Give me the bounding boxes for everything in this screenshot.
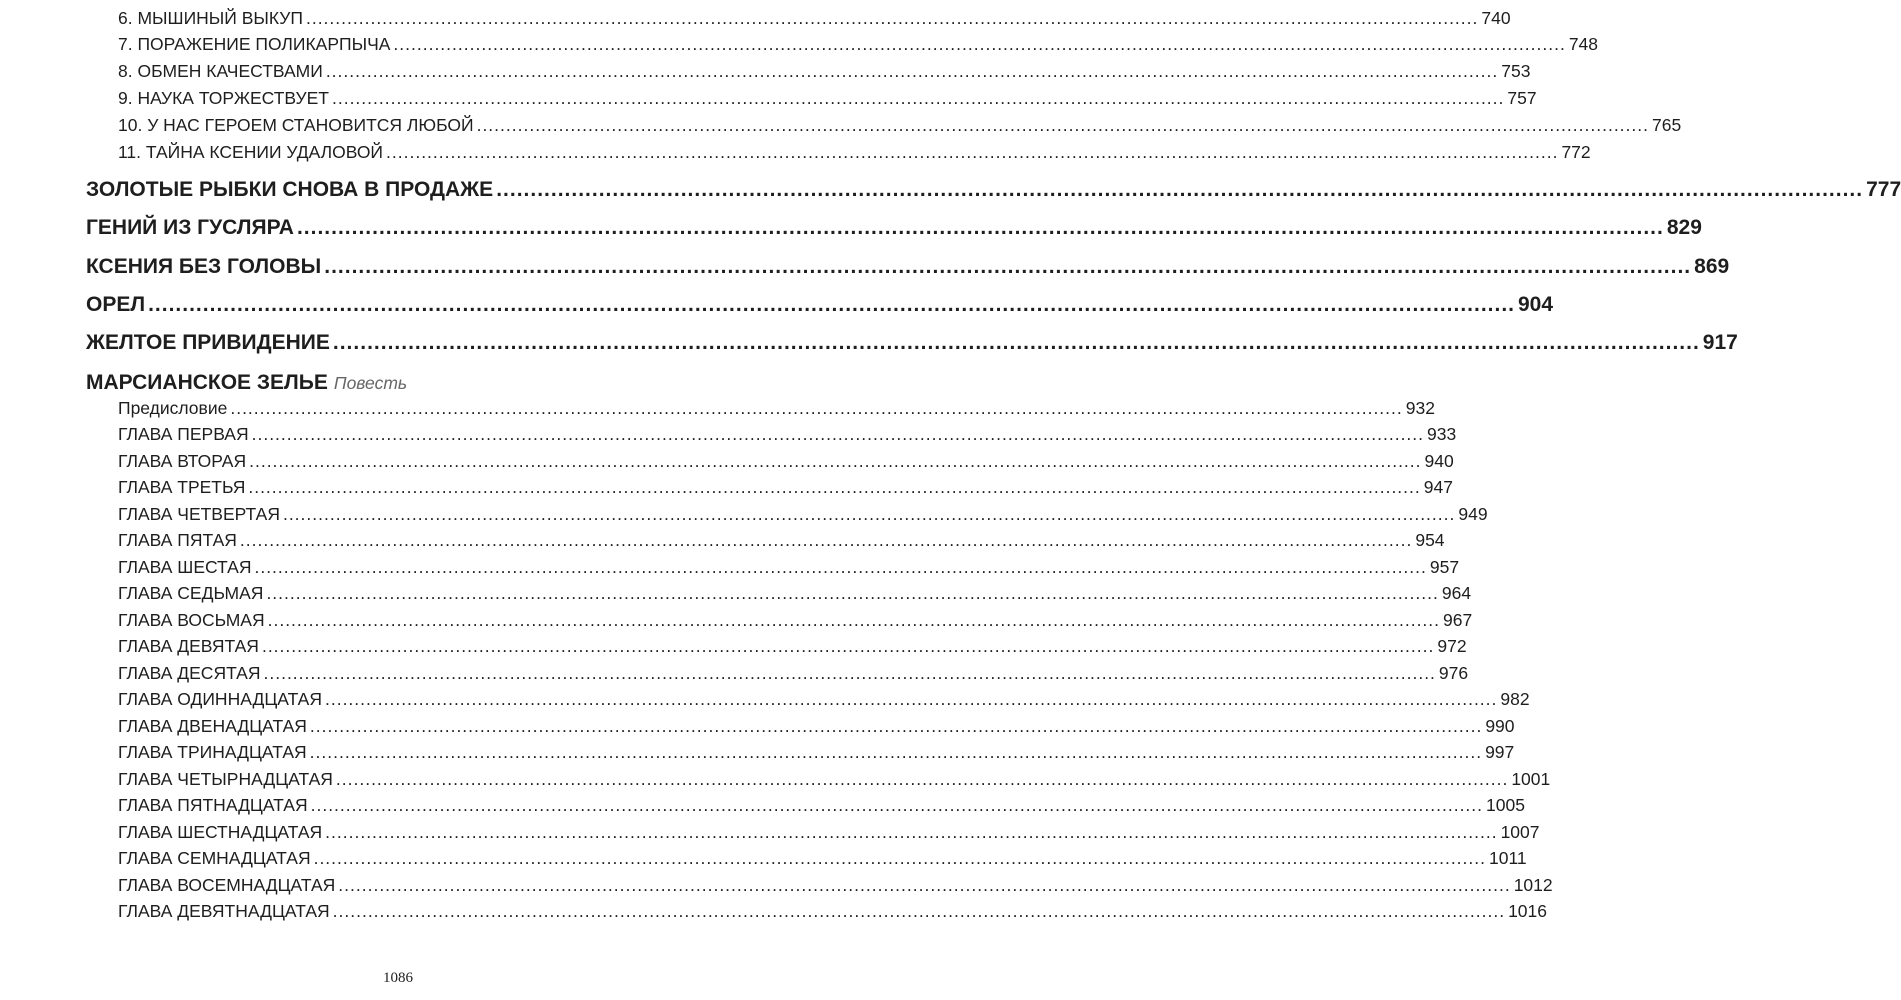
- toc-major-entry[interactable]: [86, 290, 1554, 320]
- chapter-page: 949: [1458, 504, 1488, 524]
- section-title: МАРСИАНСКОЕ ЗЕЛЬЕ: [86, 371, 328, 394]
- chapter-title: ГЛАВА ШЕСТАЯ: [118, 557, 252, 577]
- dot-leader: ........................................................................................................................................................................................................: [324, 255, 1692, 278]
- chapter-page: 1012: [1513, 875, 1553, 895]
- chapter-page: 1016: [1508, 901, 1547, 921]
- chapter-title: ГЛАВА ВТОРАЯ: [118, 451, 247, 471]
- chapter-title: ГЛАВА ОДИННАДЦАТАЯ: [118, 689, 322, 709]
- chapter-title: ГЛАВА ПЯТАЯ: [118, 530, 237, 550]
- dot-leader: ........................................................................................................................................................................................................: [325, 61, 1499, 81]
- chapter-entry[interactable]: [118, 634, 1467, 658]
- toc-entry[interactable]: [118, 113, 1682, 137]
- chapter-title: ГЛАВА СЕМНАДЦАТАЯ: [118, 848, 311, 868]
- dot-leader: ........................................................................................................................................................................................................: [325, 822, 1498, 842]
- chapter-entry[interactable]: [118, 661, 1469, 685]
- chapter-title: ГЛАВА ПЕРВАЯ: [118, 424, 249, 444]
- chapter-title: ГЛАВА ЧЕТЫРНАДЦАТАЯ: [118, 769, 333, 789]
- toc-entry-page: 740: [1481, 8, 1511, 28]
- chapter-page: 982: [1500, 689, 1530, 709]
- toc-entry-page: 904: [1518, 293, 1554, 316]
- page-number: 1086: [383, 970, 413, 986]
- chapter-page: 990: [1485, 716, 1515, 736]
- chapter-title: ГЛАВА ВОСЬМАЯ: [118, 610, 265, 630]
- dot-leader: ........................................................................................................................................................................................................: [239, 530, 1413, 550]
- chapter-page: 947: [1423, 477, 1453, 497]
- dot-leader: ........................................................................................................................................................................................................: [476, 115, 1649, 135]
- dot-leader: ........................................................................................................................................................................................................: [332, 901, 1506, 921]
- toc-entry-title: ОРЕЛ: [86, 293, 146, 316]
- chapter-entry[interactable]: [118, 396, 1435, 420]
- section-heading[interactable]: [86, 368, 407, 398]
- dot-leader: ........................................................................................................................................................................................................: [338, 875, 1511, 895]
- chapter-title: ГЛАВА ТРЕТЬЯ: [118, 477, 246, 497]
- toc-entry-title: ЖЕЛТОЕ ПРИВИДЕНИЕ: [86, 331, 330, 354]
- dot-leader: ........................................................................................................................................................................................................: [310, 795, 1484, 815]
- dot-leader: ........................................................................................................................................................................................................: [386, 142, 1559, 162]
- chapter-entry[interactable]: [118, 687, 1530, 711]
- chapter-page: 997: [1485, 742, 1515, 762]
- toc-entry-page: 753: [1501, 61, 1531, 81]
- chapter-entry[interactable]: [118, 820, 1540, 844]
- chapter-page: 933: [1427, 424, 1457, 444]
- chapter-entry[interactable]: [118, 740, 1515, 764]
- toc-entry-title: ГЕНИЙ ИЗ ГУСЛЯРА: [86, 216, 294, 239]
- chapter-page: 1001: [1511, 769, 1551, 789]
- dot-leader: ........................................................................................................................................................................................................: [248, 477, 1421, 497]
- toc-entry-page: 917: [1702, 331, 1738, 354]
- dot-leader: ........................................................................................................................................................................................................: [496, 178, 1864, 201]
- toc-entry-title: 10. У НАС ГЕРОЕМ СТАНОВИТСЯ ЛЮБОЙ: [118, 115, 474, 135]
- chapter-entry[interactable]: [118, 502, 1488, 526]
- chapter-title: ГЛАВА ШЕСТНАДЦАТАЯ: [118, 822, 323, 842]
- chapter-entry[interactable]: [118, 846, 1527, 870]
- dot-leader: ........................................................................................................................................................................................................: [251, 424, 1425, 444]
- chapter-title: ГЛАВА ДЕСЯТАЯ: [118, 663, 261, 683]
- chapter-page: 954: [1415, 530, 1445, 550]
- toc-major-entry[interactable]: [86, 252, 1730, 282]
- toc-entry[interactable]: [118, 6, 1511, 30]
- chapter-entry[interactable]: [118, 608, 1473, 632]
- dot-leader: ........................................................................................................................................................................................................: [309, 716, 1483, 736]
- toc-entry[interactable]: [118, 59, 1531, 83]
- toc-major-entry[interactable]: [86, 175, 1901, 205]
- chapter-page: 967: [1443, 610, 1473, 630]
- toc-entry-title: 7. ПОРАЖЕНИЕ ПОЛИКАРПЫЧА: [118, 34, 391, 54]
- chapter-entry[interactable]: [118, 528, 1445, 552]
- dot-leader: ........................................................................................................................................................................................................: [230, 398, 1403, 418]
- dot-leader: ........................................................................................................................................................................................................: [266, 583, 1439, 603]
- dot-leader: ........................................................................................................................................................................................................: [267, 610, 1441, 630]
- chapter-entry[interactable]: [118, 873, 1553, 897]
- chapter-title: ГЛАВА ВОСЕМНАДЦАТАЯ: [118, 875, 336, 895]
- dot-leader: ........................................................................................................................................................................................................: [148, 293, 1515, 316]
- dot-leader: ........................................................................................................................................................................................................: [313, 848, 1486, 868]
- chapter-title: Предисловие: [118, 398, 228, 418]
- chapter-entry[interactable]: [118, 449, 1454, 473]
- chapter-page: 1011: [1489, 848, 1527, 868]
- chapter-page: 957: [1429, 557, 1460, 577]
- chapter-entry[interactable]: [118, 714, 1515, 738]
- toc-entry-title: 6. МЫШИНЫЙ ВЫКУП: [118, 8, 303, 28]
- dot-leader: ........................................................................................................................................................................................................: [331, 88, 1505, 108]
- dot-leader: ........................................................................................................................................................................................................: [335, 769, 1509, 789]
- dot-leader: ........................................................................................................................................................................................................: [296, 216, 1664, 239]
- chapter-page: 1007: [1500, 822, 1540, 842]
- toc-entry-page: 772: [1561, 142, 1591, 162]
- toc-entry-page: 757: [1507, 88, 1537, 108]
- chapter-entry[interactable]: [118, 475, 1453, 499]
- toc-entry[interactable]: [118, 86, 1537, 110]
- chapter-title: ГЛАВА ДЕВЯТНАДЦАТАЯ: [118, 901, 330, 921]
- chapter-page: 940: [1424, 451, 1454, 471]
- toc-entry-title: ЗОЛОТЫЕ РЫБКИ СНОВА В ПРОДАЖЕ: [86, 178, 494, 201]
- toc-entry-page: 869: [1694, 255, 1730, 278]
- chapter-entry[interactable]: [118, 767, 1551, 791]
- chapter-title: ГЛАВА ЧЕТВЕРТАЯ: [118, 504, 280, 524]
- chapter-entry[interactable]: [118, 793, 1525, 817]
- dot-leader: ........................................................................................................................................................................................................: [282, 504, 1456, 524]
- dot-leader: ........................................................................................................................................................................................................: [332, 331, 1700, 354]
- toc-entry[interactable]: [118, 140, 1591, 164]
- chapter-page: 1005: [1486, 795, 1525, 815]
- toc-entry-page: 777: [1866, 178, 1901, 201]
- chapter-title: ГЛАВА ДЕВЯТАЯ: [118, 636, 259, 656]
- toc-major-entry[interactable]: [86, 328, 1738, 358]
- chapter-page: 972: [1437, 636, 1467, 656]
- toc-entry-title: 9. НАУКА ТОРЖЕСТВУЕТ: [118, 88, 329, 108]
- chapter-entry[interactable]: [118, 581, 1472, 605]
- chapter-entry[interactable]: [118, 422, 1457, 446]
- chapter-title: ГЛАВА ПЯТНАДЦАТАЯ: [118, 795, 308, 815]
- chapter-title: ГЛАВА ТРИНАДЦАТАЯ: [118, 742, 307, 762]
- section-kind: Повесть: [333, 373, 408, 393]
- toc-entry[interactable]: [118, 32, 1599, 56]
- dot-leader: ........................................................................................................................................................................................................: [305, 8, 1479, 28]
- chapter-entry[interactable]: [118, 555, 1460, 579]
- chapter-title: ГЛАВА СЕДЬМАЯ: [118, 583, 264, 603]
- chapter-entry[interactable]: [118, 899, 1547, 923]
- toc-entry-page: 748: [1568, 34, 1599, 54]
- toc-major-entry[interactable]: [86, 213, 1702, 243]
- dot-leader: ........................................................................................................................................................................................................: [309, 742, 1483, 762]
- toc-entry-page: 829: [1666, 216, 1702, 239]
- toc-entry-page: 765: [1652, 115, 1682, 135]
- chapter-title: ГЛАВА ДВЕНАДЦАТАЯ: [118, 716, 307, 736]
- dot-leader: ........................................................................................................................................................................................................: [263, 663, 1436, 683]
- dot-leader: ........................................................................................................................................................................................................: [249, 451, 1422, 471]
- dot-leader: ........................................................................................................................................................................................................: [393, 34, 1566, 54]
- chapter-page: 964: [1441, 583, 1472, 603]
- toc-entry-title: КСЕНИЯ БЕЗ ГОЛОВЫ: [86, 255, 322, 278]
- chapter-page: 976: [1438, 663, 1469, 683]
- dot-leader: ........................................................................................................................................................................................................: [324, 689, 1498, 709]
- dot-leader: ........................................................................................................................................................................................................: [254, 557, 1427, 577]
- chapter-page: 932: [1405, 398, 1435, 418]
- toc-entry-title: 8. ОБМЕН КАЧЕСТВАМИ: [118, 61, 323, 81]
- dot-leader: ........................................................................................................................................................................................................: [261, 636, 1435, 656]
- toc-entry-title: 11. ТАЙНА КСЕНИИ УДАЛОВОЙ: [118, 142, 384, 162]
